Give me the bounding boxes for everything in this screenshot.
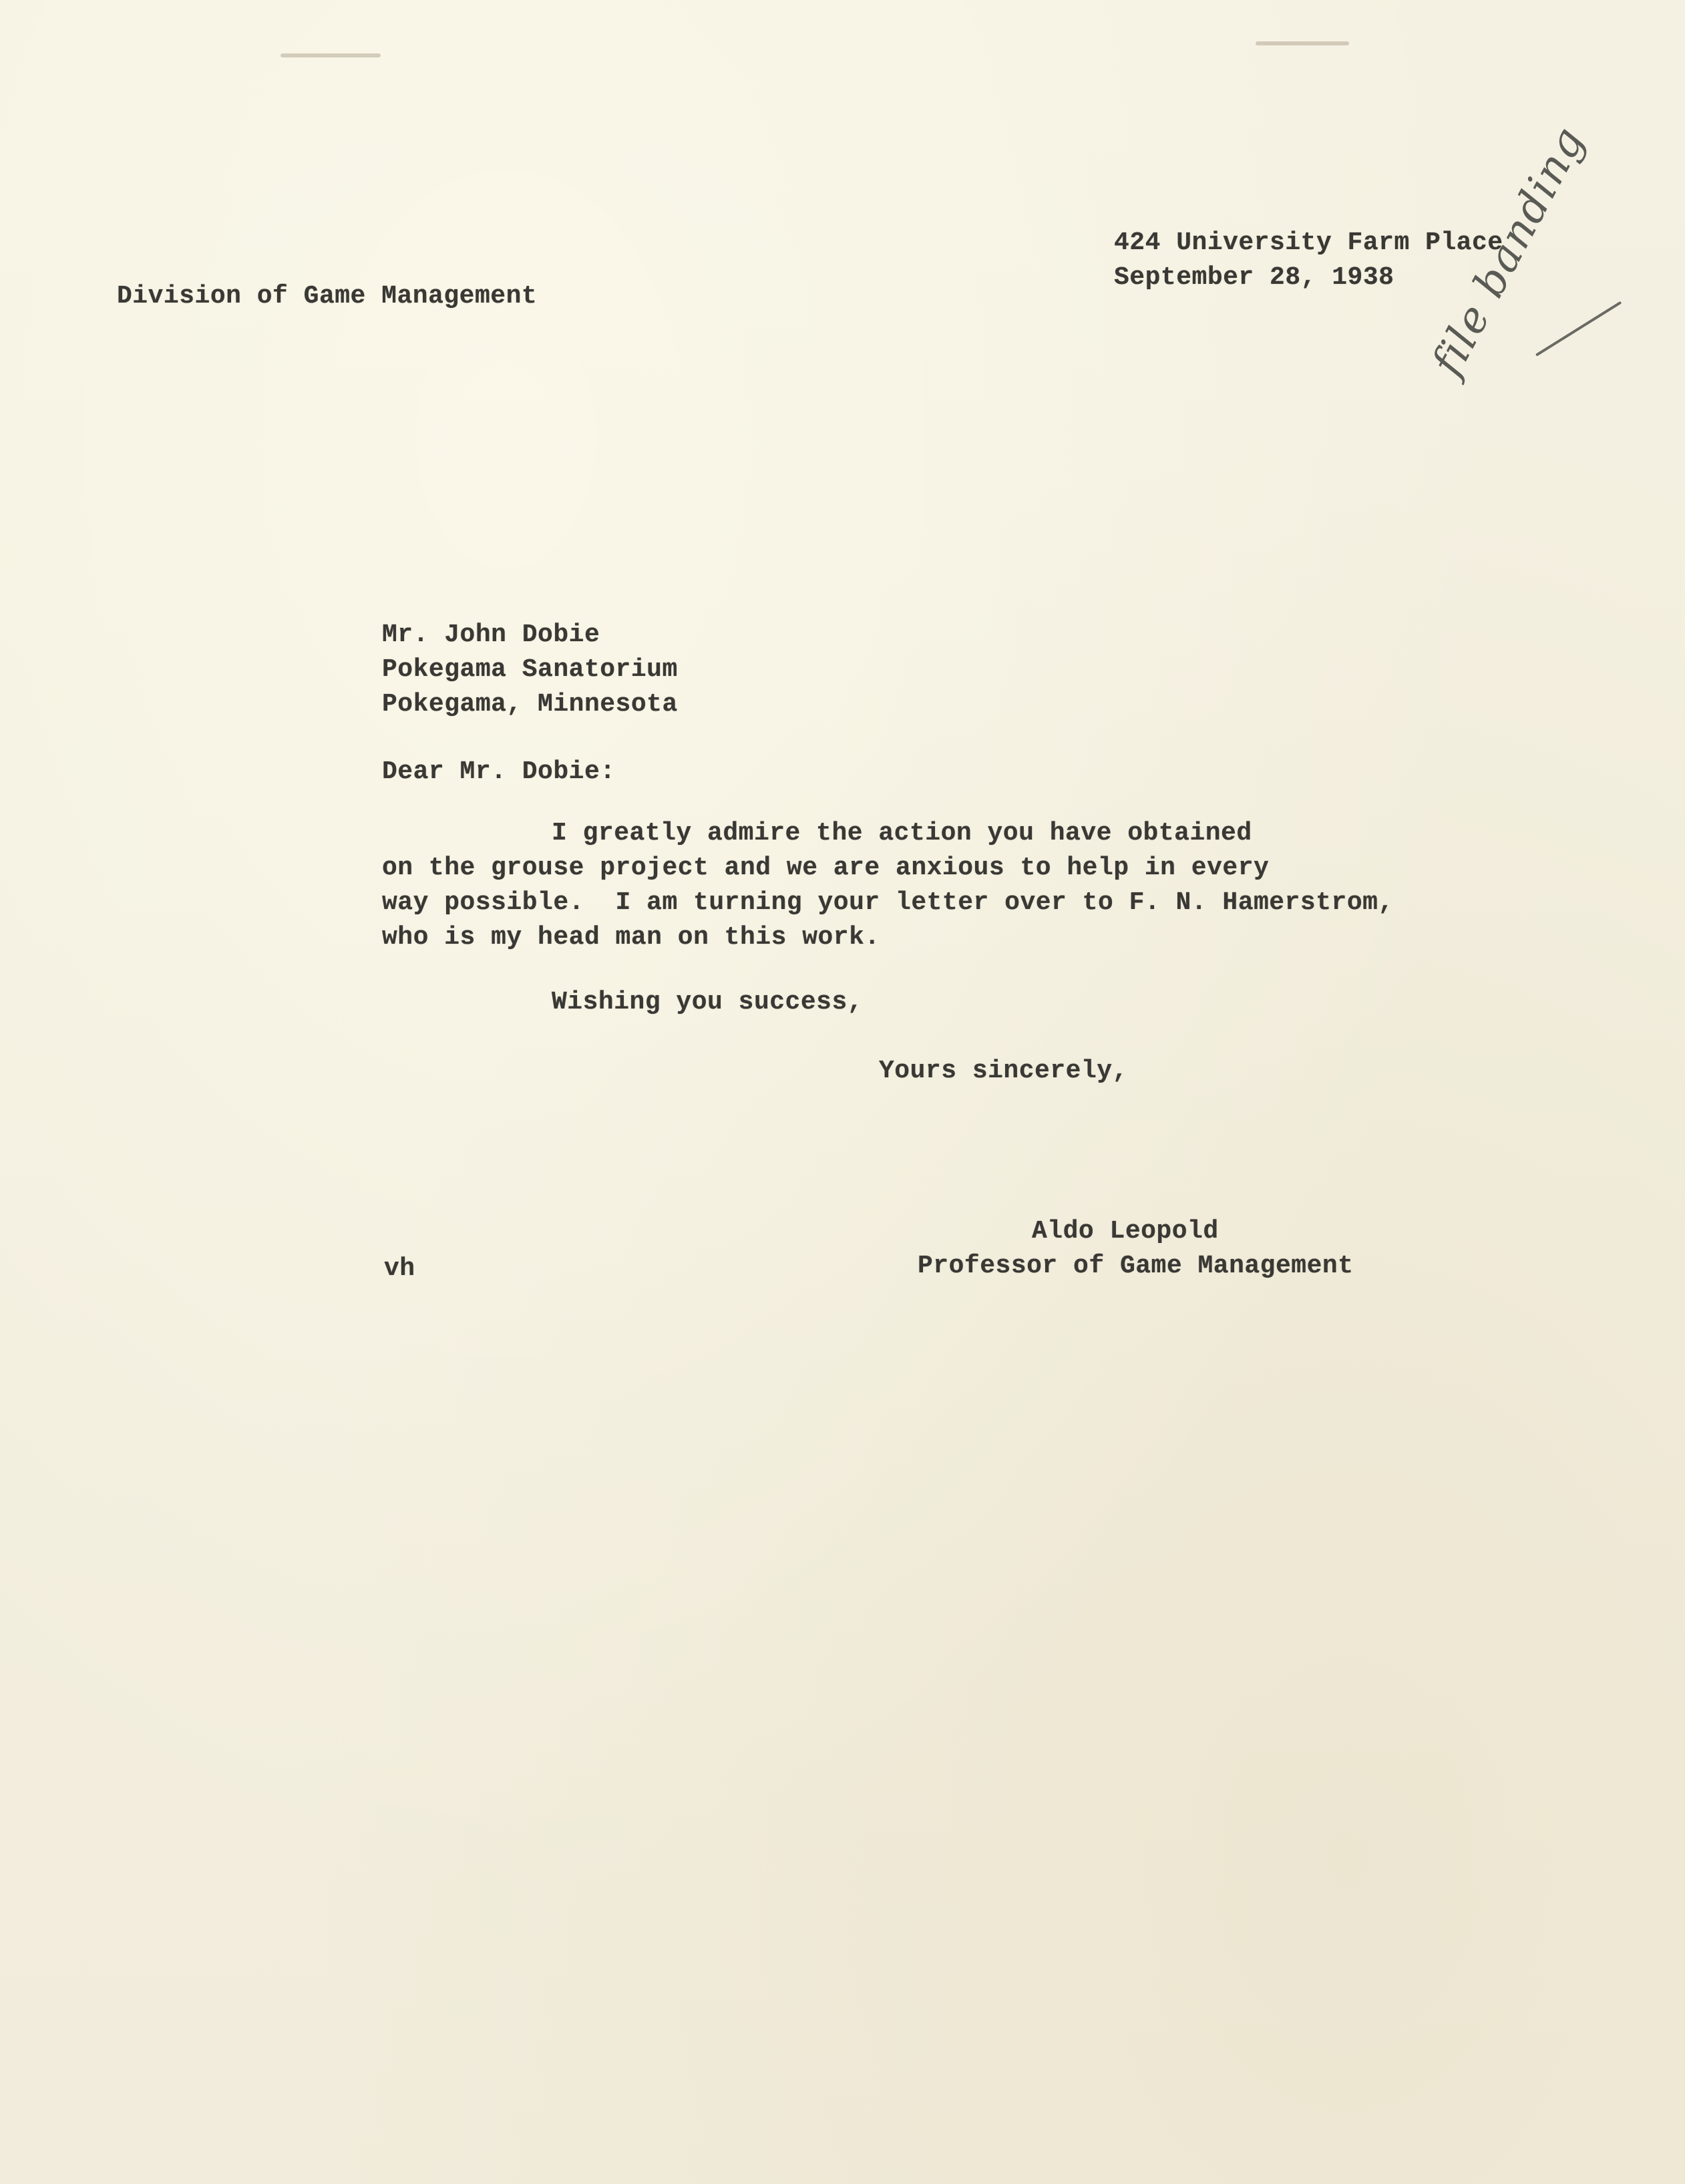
signer-title: Professor of Game Management (918, 1252, 1354, 1280)
body-line-4: who is my head man on this work. (382, 923, 880, 952)
return-address: 424 University Farm Place (1114, 228, 1503, 257)
salutation: Dear Mr. Dobie: (382, 757, 616, 786)
wish-line: Wishing you success, (552, 988, 864, 1017)
recipient-institution: Pokegama Sanatorium (382, 655, 678, 684)
typist-initials: vh (384, 1254, 415, 1283)
body-line-2: on the grouse project and we are anxious to help in every (382, 854, 1270, 882)
recipient-name: Mr. John Dobie (382, 620, 600, 649)
staple-mark-right (1256, 41, 1349, 45)
letter-date: September 28, 1938 (1114, 263, 1394, 292)
handwritten-note: file banding (1423, 118, 1596, 384)
division-name: Division of Game Management (117, 282, 538, 311)
handwritten-underline (1535, 301, 1622, 357)
recipient-location: Pokegama, Minnesota (382, 690, 678, 719)
signer-name: Aldo Leopold (1032, 1217, 1219, 1246)
body-line-1: I greatly admire the action you have obtained (552, 819, 1252, 848)
body-line-3: way possible. I am turning your letter over to F. N. Hamerstrom, (382, 888, 1394, 917)
staple-mark-left (280, 53, 381, 57)
closing: Yours sincerely, (879, 1057, 1128, 1085)
